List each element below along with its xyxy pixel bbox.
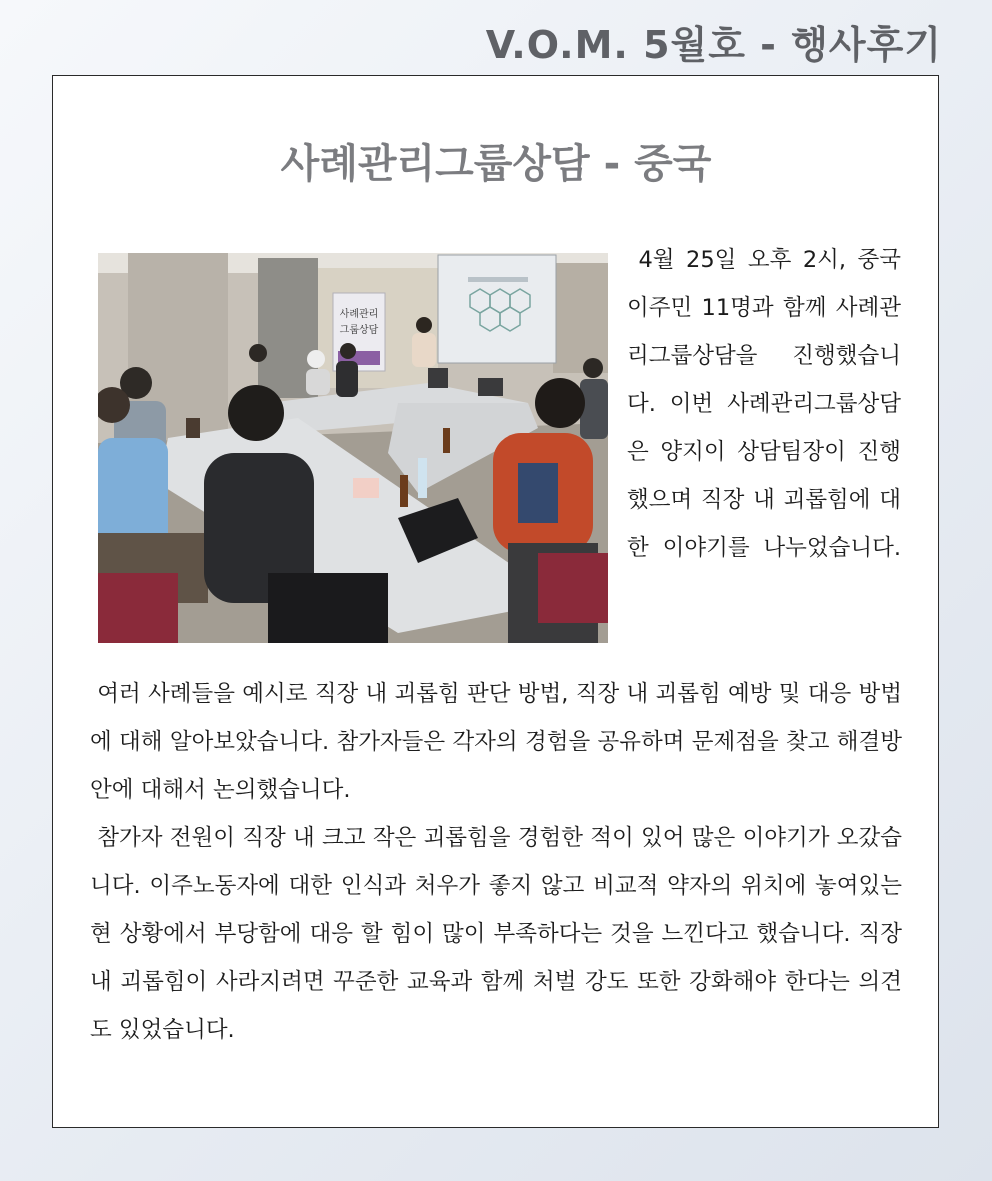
newsletter-header-title: V.O.M. 5월호 - 행사후기: [485, 23, 942, 67]
intro-text: 4월 25일 오후 2시, 중국 이주민 11명과 함께 사례관리그룹상담을 진행했습니다. 이번 사례관리그룹상담은 양지이 상담팀장이 진행했으며 직장 내 괴롭힘에 대한 이야기를 나누었습니다.: [627, 247, 901, 561]
event-photo: [98, 253, 608, 643]
svg-text:그룹상담: 그룹상담: [339, 325, 379, 336]
body-paragraph-1: 여러 사례들을 예시로 직장 내 괴롭힘 판단 방법, 직장 내 괴롭힘 예방 및 대응 방법에 대해 알아보았습니다. 참가자들은 각자의 경험을 공유하며 문제점을 찾고 해결방안에 대해서 논의했습니다.: [90, 681, 902, 803]
body-paragraph-2: 참가자 전원이 직장 내 크고 작은 괴롭힘을 경험한 적이 있어 많은 이야기가 오갔습니다. 이주노동자에 대한 인식과 처우가 좋지 않고 비교적 약자의 위치에 놓여있는 현 상황에서 부당함에 대응 할 힘이 많이 부족하다는 것을 느낀다고 했습니다. 직장 내 괴롭힘이 사라지려면 꾸준한 교육과 함께 처벌 강도 또한 강화해야 한다는 의견도 있었습니다.: [90, 825, 902, 1043]
article-title: 사례관리그룹상담 - 중국: [280, 141, 712, 187]
svg-text:사례관리: 사례관리: [339, 309, 379, 320]
